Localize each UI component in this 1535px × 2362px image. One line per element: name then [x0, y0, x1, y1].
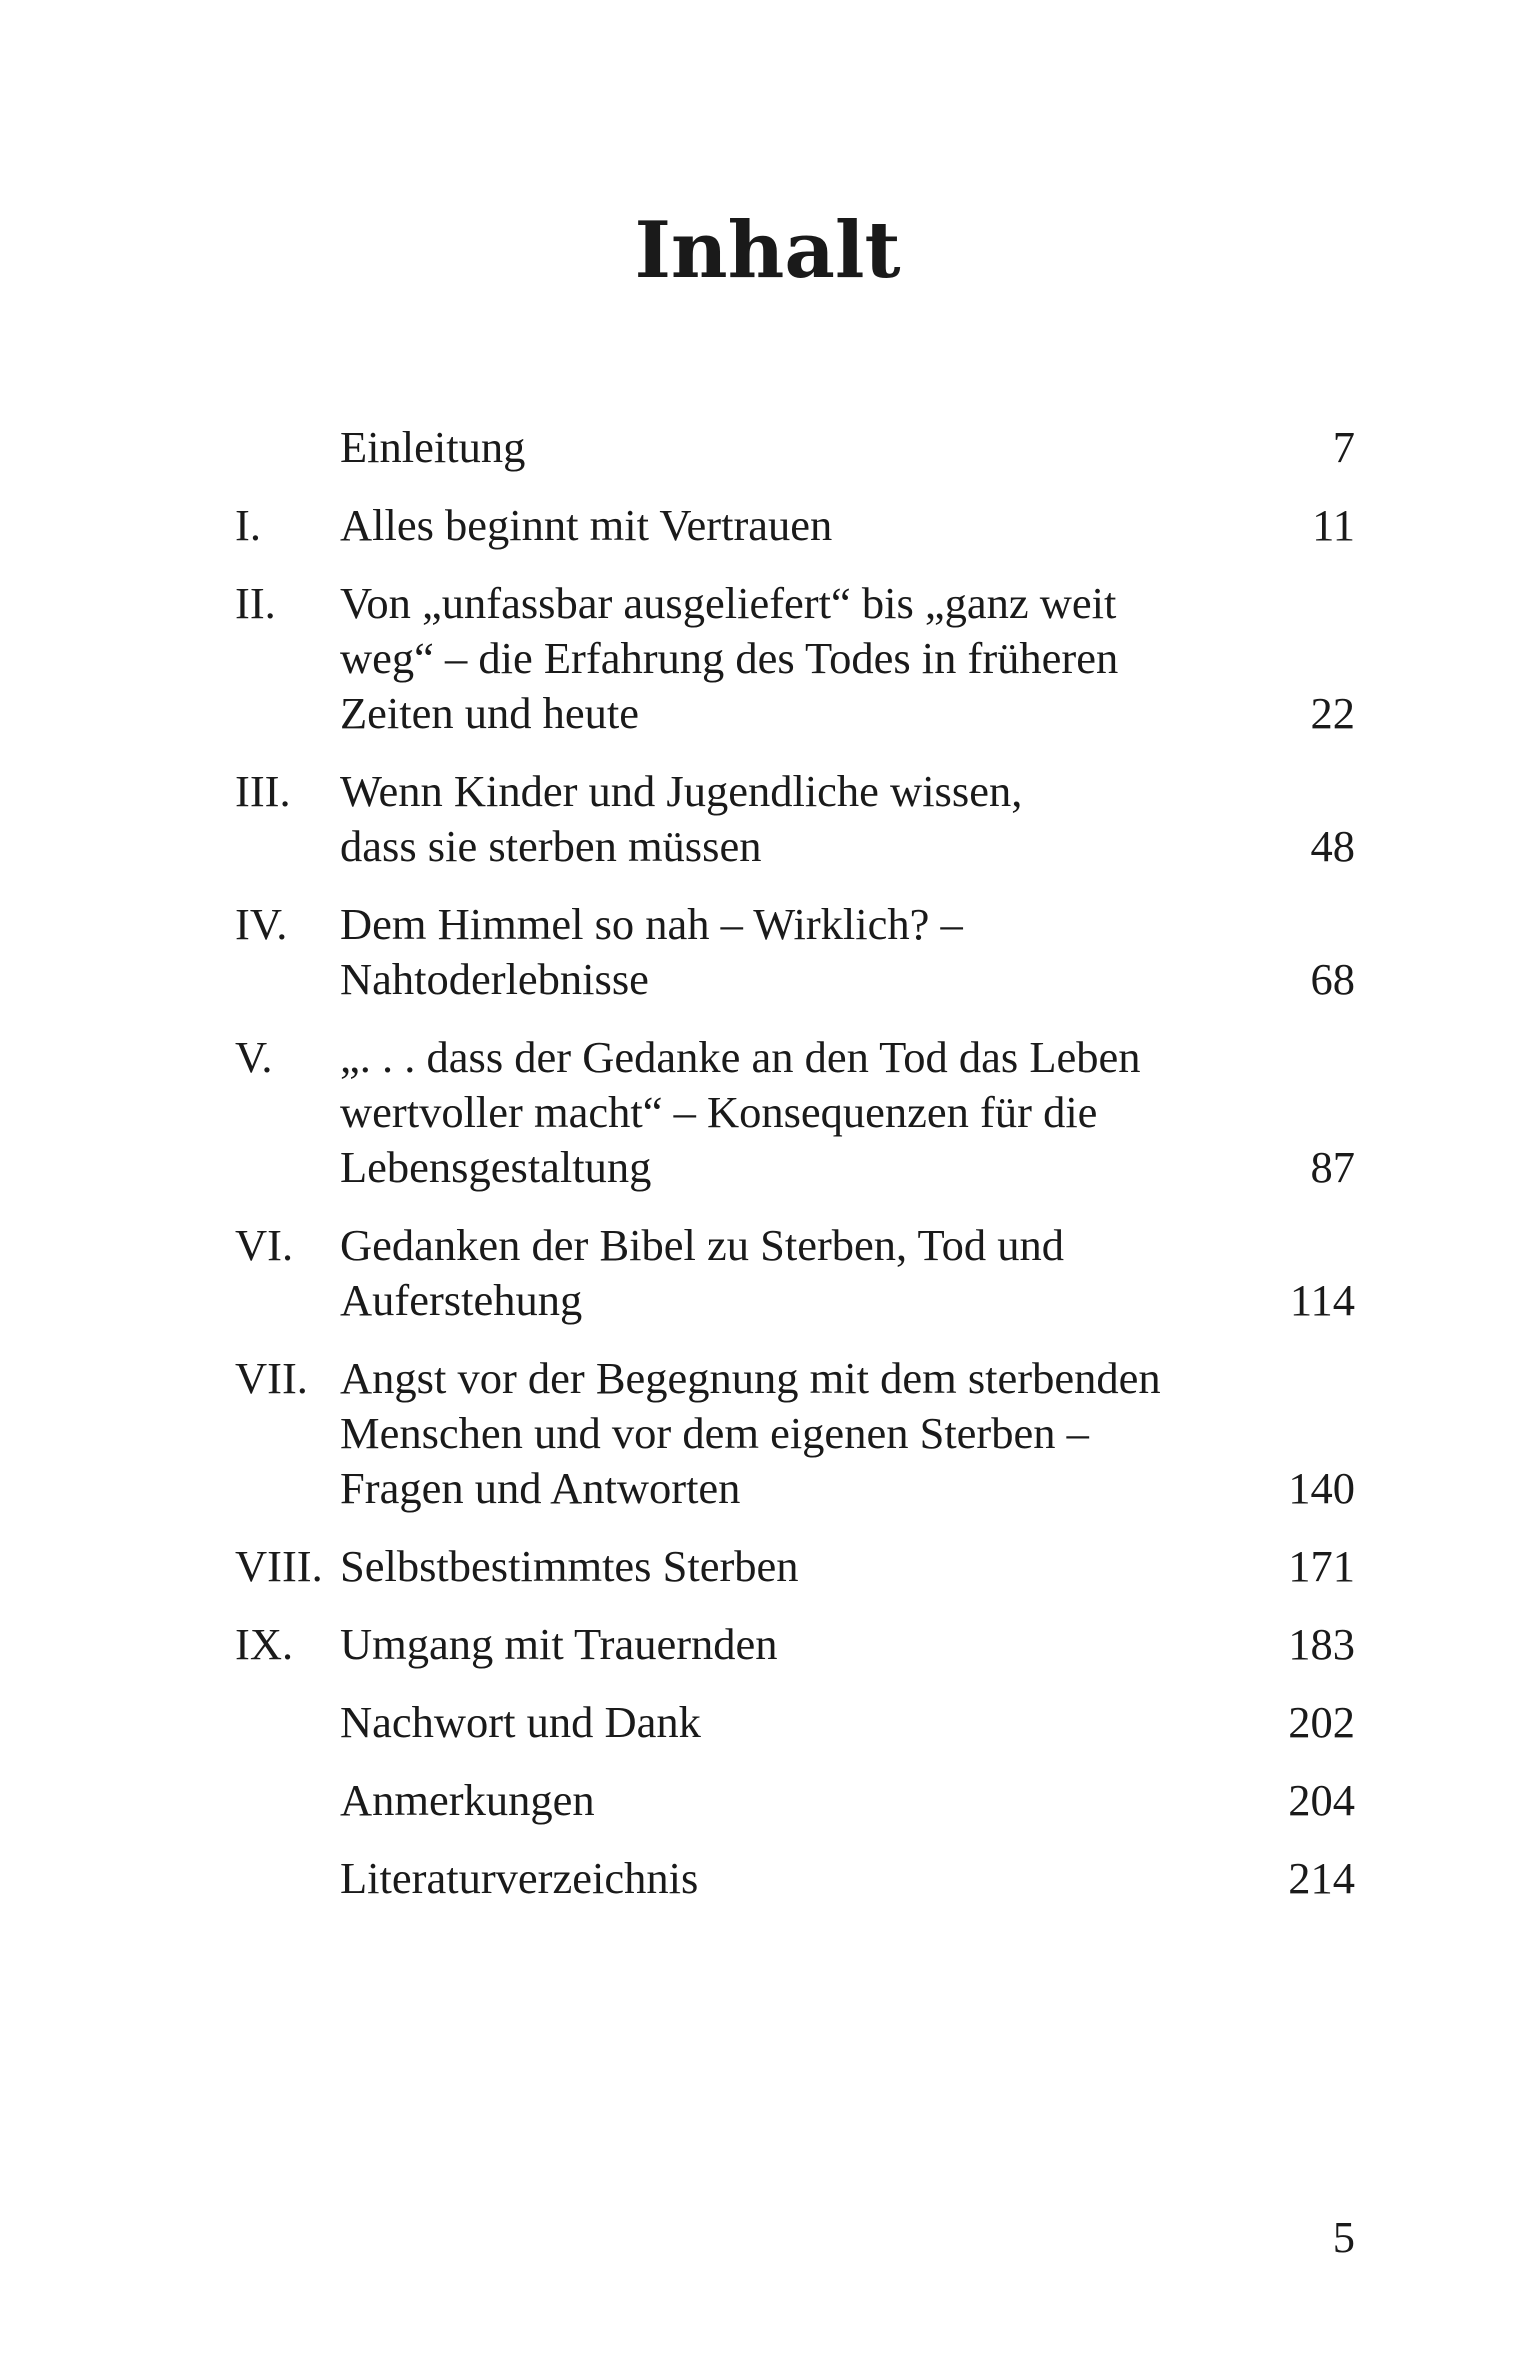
toc-entry-page: 7	[1332, 422, 1355, 472]
toc-entry-number: IX.	[235, 1619, 294, 1669]
toc-entry-page: 11	[1312, 500, 1355, 550]
toc-entry-title-line: „. . . dass der Gedanke an den Tod das Leben	[340, 1032, 1141, 1082]
toc-entry-title	[340, 498, 1225, 553]
toc-entry-number: III.	[235, 766, 291, 816]
toc-entry-title-line: weg“ – die Erfahrung des Todes in früheren	[340, 633, 1119, 683]
toc-entry-page: 214	[1288, 1853, 1355, 1903]
toc-entry-title-line: Einleitung	[340, 422, 526, 472]
toc-entry-chapter-2	[235, 576, 1355, 741]
toc-entry-title	[340, 1218, 1225, 1328]
toc-entry-title-line: Wenn Kinder und Jugendliche wissen,	[340, 766, 1023, 816]
toc-entry-number: VI.	[235, 1220, 294, 1270]
toc-entry-number: VIII.	[235, 1541, 323, 1591]
toc-entry-title-line: Lebensgestaltung	[340, 1142, 652, 1192]
toc-entry-title	[340, 576, 1225, 741]
toc-entry-page: 114	[1289, 1275, 1355, 1325]
toc-entry-anmerkungen	[235, 1773, 1355, 1828]
toc-entry-page: 171	[1288, 1541, 1355, 1591]
toc-entry-title	[340, 1539, 1225, 1594]
toc-entry-title-line: Auferstehung	[340, 1275, 583, 1325]
toc-entry-title-line: Von „unfassbar ausgeliefert“ bis „ganz weit	[340, 578, 1117, 628]
toc-entry-title	[340, 897, 1225, 1007]
toc-entry-title	[340, 1695, 1225, 1750]
toc-entry-page: 204	[1288, 1775, 1355, 1825]
toc-entry-chapter-4	[235, 897, 1355, 1007]
toc-entry-title-line: Anmerkungen	[340, 1775, 595, 1825]
toc-entry-page: 183	[1288, 1619, 1355, 1669]
toc-entry-title	[340, 764, 1225, 874]
toc-entry-chapter-6	[235, 1218, 1355, 1328]
toc-entry-chapter-3	[235, 764, 1355, 874]
toc-entry-number: IV.	[235, 899, 288, 949]
toc-entry-title	[340, 1351, 1225, 1516]
toc-entry-number: VII.	[235, 1353, 308, 1403]
page-title: Inhalt	[634, 205, 901, 297]
page-number: 5	[1332, 2212, 1355, 2262]
toc-entry-chapter-8	[235, 1539, 1355, 1594]
toc-entry-title	[340, 1773, 1225, 1828]
toc-entry-page: 48	[1310, 821, 1355, 871]
toc-entry-number: V.	[235, 1032, 273, 1082]
toc-entry-literaturverzeichnis	[235, 1851, 1355, 1906]
toc-entry-title-line: Fragen und Antworten	[340, 1463, 741, 1513]
toc-entry-page: 87	[1310, 1142, 1355, 1192]
toc-entry-number: II.	[235, 578, 276, 628]
toc-entry-title-line: Dem Himmel so nah – Wirklich? –	[340, 899, 963, 949]
toc-entry-chapter-1	[235, 498, 1355, 553]
toc-entry-page: 68	[1310, 954, 1355, 1004]
toc-entry-title-line: Umgang mit Trauernden	[340, 1619, 778, 1669]
toc-entry-page: 22	[1310, 688, 1355, 738]
toc-entry-page: 140	[1288, 1463, 1355, 1513]
toc-entry-title	[340, 1030, 1225, 1195]
toc-entry-title-line: Nachwort und Dank	[340, 1697, 701, 1747]
toc-entry-chapter-9	[235, 1617, 1355, 1672]
toc-entry-title	[340, 1851, 1225, 1906]
toc-entry-title-line: dass sie sterben müssen	[340, 821, 762, 871]
toc-entry-nachwort	[235, 1695, 1355, 1750]
toc-entry-title-line: Selbstbestimmtes Sterben	[340, 1541, 799, 1591]
toc-entry-title	[340, 1617, 1225, 1672]
toc-entry-title-line: Nahtoderlebnisse	[340, 954, 649, 1004]
toc-entry-title-line: Gedanken der Bibel zu Sterben, Tod und	[340, 1220, 1064, 1270]
toc-entry-title-line: Zeiten und heute	[340, 688, 640, 738]
toc-entry-title-line: Alles beginnt mit Vertrauen	[340, 500, 833, 550]
toc-entry-title	[340, 420, 1225, 475]
toc-entry-title-line: Menschen und vor dem eigenen Sterben –	[340, 1408, 1089, 1458]
toc-entry-page: 202	[1288, 1697, 1355, 1747]
toc-entry-title-line: Literaturverzeichnis	[340, 1853, 699, 1903]
toc-entry-einleitung	[235, 420, 1355, 475]
toc-entry-number: I.	[235, 500, 261, 550]
table-of-contents	[235, 420, 1355, 1929]
toc-entry-title-line: wertvoller macht“ – Konsequenzen für die	[340, 1087, 1098, 1137]
toc-entry-chapter-5	[235, 1030, 1355, 1195]
toc-entry-title-line: Angst vor der Begegnung mit dem sterbenden	[340, 1353, 1161, 1403]
toc-entry-chapter-7	[235, 1351, 1355, 1516]
